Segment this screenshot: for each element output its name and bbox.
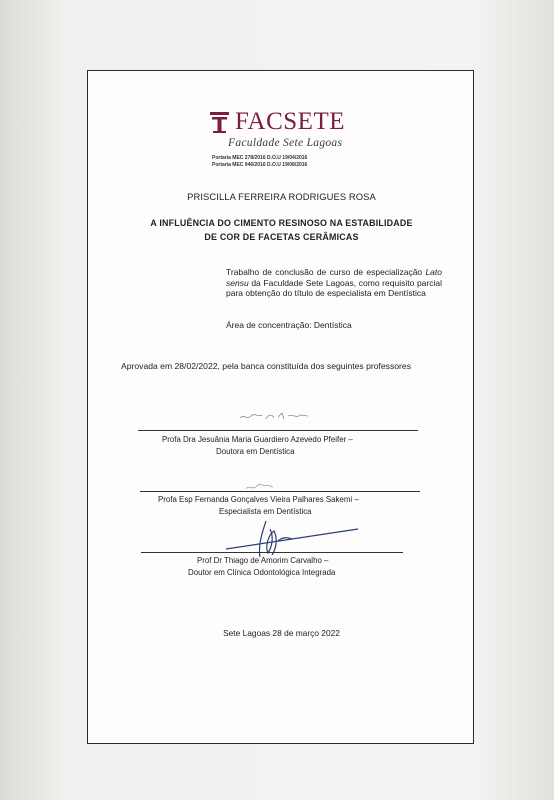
description-part-1: Trabalho de conclusão de curso de especialização: [226, 267, 426, 277]
logo-wordmark: FACSETE: [235, 108, 345, 135]
examiner-3-title: Doutor em Clínica Odontológica Integrada: [188, 568, 336, 577]
author-name: PRISCILLA FERREIRA RODRIGUES ROSA: [187, 191, 376, 202]
signature-line-2: [140, 491, 420, 492]
signature-line-1: [138, 430, 418, 431]
examiner-2-name: Profa Esp Fernanda Gonçalves Vieira Palhares Sakemi –: [158, 495, 359, 504]
signature-line-3: [141, 552, 403, 553]
examiner-3-name: Prof Dr Thiago de Amorim Carvalho –: [197, 556, 329, 565]
description-part-2: da Faculdade Sete Lagoas, como requisito parcial para obtenção do título de especialista em Dentística: [226, 277, 442, 299]
portaria-line-1: Portaria MEC 278/2016 D.O.U 19/04/2016: [212, 155, 308, 161]
place-and-date: Sete Lagoas 28 de março 2022: [223, 628, 340, 638]
examiner-2-title: Especialista em Dentística: [219, 507, 312, 516]
thesis-title-line-2: DE COR DE FACETAS CERÂMICAS: [204, 231, 359, 242]
facsete-logo: [208, 109, 368, 171]
examiner-1-title: Doutora em Dentística: [216, 447, 295, 456]
work-description: [226, 267, 442, 299]
examiner-1-name: Profa Dra Jesuânia Maria Guardiero Azevedo Pfeifer –: [162, 435, 353, 444]
approval-statement: Aprovada em 28/02/2022, pela banca constituída dos seguintes professores: [121, 361, 411, 371]
concentration-area: Área de concentração: Dentística: [226, 320, 352, 330]
portaria-line-2: Portaria MEC 946/2016 D.O.U 19/08/2016: [212, 162, 308, 168]
description-lato-sensu: Lato sensu: [226, 267, 442, 288]
signature-1: [238, 408, 318, 424]
logo-subtitle: Faculdade Sete Lagoas: [228, 137, 343, 149]
thesis-title: [108, 217, 455, 244]
document-page: [87, 70, 474, 744]
signature-3: [208, 511, 368, 561]
thesis-title-line-1: A INFLUÊNCIA DO CIMENTO RESINOSO NA ESTABILIDADE: [150, 218, 413, 228]
facsete-emblem-icon: [208, 109, 234, 135]
